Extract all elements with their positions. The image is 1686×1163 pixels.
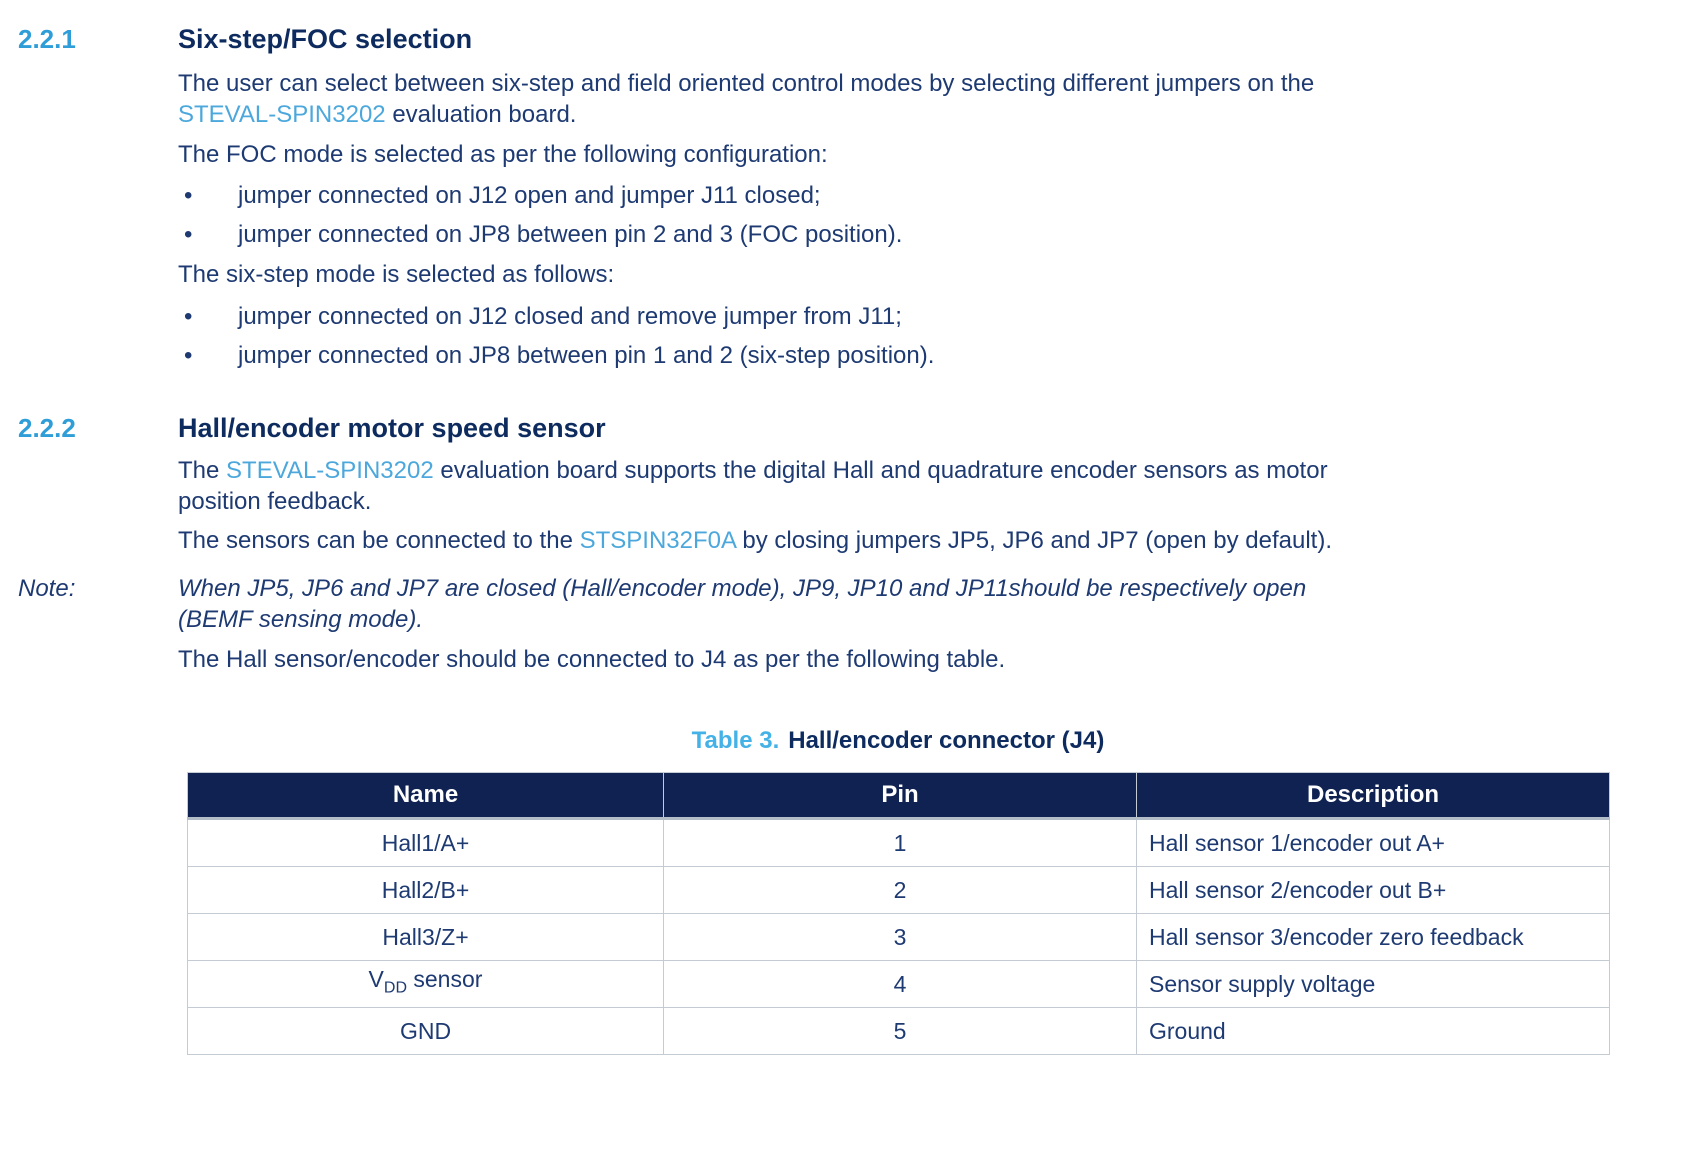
bullet-marker: • [184, 342, 193, 369]
section-hall-encoder [0, 411, 1686, 675]
section-heading-row [0, 22, 1686, 56]
table-header-row [188, 773, 1610, 819]
column-header-description: Description [1137, 773, 1610, 819]
paragraph: The Hall sensor/encoder should be connected to J4 as per the following table. [178, 646, 1006, 673]
list-item-text: jumper connected on J12 closed and remove jumper from J11; [238, 303, 902, 330]
table-caption [187, 725, 1609, 756]
note-label: Note: [18, 575, 76, 602]
cell-pin: 1 [664, 819, 1137, 867]
section-title: Six-step/FOC selection [178, 24, 473, 54]
section-body [0, 644, 1686, 675]
cell-pin: 2 [664, 867, 1137, 914]
cell-pin: 4 [664, 961, 1137, 1008]
link-steval-spin3202[interactable]: STEVAL-SPIN3202 [178, 101, 386, 128]
section-six-step-foc [0, 22, 1686, 371]
table-caption-title: Hall/encoder connector (J4) [788, 727, 1105, 754]
cell-name: Hall2/B+ [188, 867, 664, 914]
vdd-base: V [368, 966, 384, 993]
section-content [178, 455, 1678, 556]
note-text [178, 573, 1678, 635]
paragraph [178, 68, 1678, 130]
section-heading-row [0, 411, 1686, 445]
paragraph-text: position feedback. [178, 488, 372, 515]
cell-name [188, 961, 664, 1008]
note-line: When JP5, JP6 and JP7 are closed (Hall/encoder mode), JP9, JP10 and JP11should be respectively open [178, 575, 1307, 602]
cell-description: Ground [1137, 1008, 1610, 1055]
table-caption-label: Table 3. [691, 727, 780, 754]
paragraph-text: evaluation board. [385, 101, 577, 128]
paragraph: The FOC mode is selected as per the following configuration: [178, 141, 828, 168]
paragraph [178, 525, 1678, 556]
cell-description: Hall sensor 3/encoder zero feedback [1137, 914, 1610, 961]
cell-name: Hall1/A+ [188, 819, 664, 867]
section-number: 2.2.1 [18, 24, 76, 54]
list-item-text: jumper connected on JP8 between pin 2 and 3 (FOC position). [238, 221, 903, 248]
cell-pin: 3 [664, 914, 1137, 961]
column-header-name: Name [188, 773, 664, 819]
left-margin [0, 68, 178, 371]
cell-description: Hall sensor 1/encoder out A+ [1137, 819, 1610, 867]
table-row [188, 819, 1610, 867]
left-margin [0, 455, 178, 556]
cell-name: Hall3/Z+ [188, 914, 664, 961]
paragraph-text: The sensors can be connected to the [178, 527, 580, 554]
list-item [178, 340, 1678, 371]
link-steval-spin3202[interactable]: STEVAL-SPIN3202 [226, 457, 434, 484]
paragraph-text: The user can select between six-step and field oriented control modes by selecting different jumpers on the [178, 70, 1315, 97]
table-row [188, 1008, 1610, 1055]
table-row [188, 961, 1610, 1008]
hall-encoder-connector-table [187, 772, 1610, 1055]
bullet-marker: • [184, 182, 193, 209]
section-content [178, 68, 1678, 371]
paragraph-text: evaluation board supports the digital Hall and quadrature encoder sensors as motor [433, 457, 1328, 484]
bullet-marker: • [184, 303, 193, 330]
paragraph-text: The [178, 457, 227, 484]
column-header-pin: Pin [664, 773, 1137, 819]
cell-pin: 5 [664, 1008, 1137, 1055]
vdd-subscript: DD [383, 979, 407, 997]
note-line: (BEMF sensing mode). [178, 606, 423, 633]
paragraph: The six-step mode is selected as follows: [178, 261, 615, 288]
cell-description: Sensor supply voltage [1137, 961, 1610, 1008]
paragraph-text: by closing jumpers JP5, JP6 and JP7 (open by default). [735, 527, 1332, 554]
section-content [178, 644, 1678, 675]
left-margin [0, 644, 178, 675]
cell-name: GND [188, 1008, 664, 1055]
section-body [0, 455, 1686, 556]
table-row [188, 914, 1610, 961]
section-number: 2.2.2 [18, 413, 76, 443]
list-item-text: jumper connected on JP8 between pin 1 and 2 (six-step position). [238, 342, 935, 369]
paragraph [178, 455, 1678, 517]
list-item [178, 219, 1678, 250]
note-row [0, 573, 1686, 635]
bullet-marker: • [184, 221, 193, 248]
cell-description: Hall sensor 2/encoder out B+ [1137, 867, 1610, 914]
list-item-text: jumper connected on J12 open and jumper J11 closed; [238, 182, 821, 209]
list-item [178, 180, 1678, 211]
table-row [188, 867, 1610, 914]
list-item [178, 301, 1678, 332]
section-title: Hall/encoder motor speed sensor [178, 413, 606, 443]
vdd-after: sensor [407, 966, 483, 993]
section-body [0, 68, 1686, 371]
link-stspin32f0a[interactable]: STSPIN32F0A [579, 527, 736, 554]
